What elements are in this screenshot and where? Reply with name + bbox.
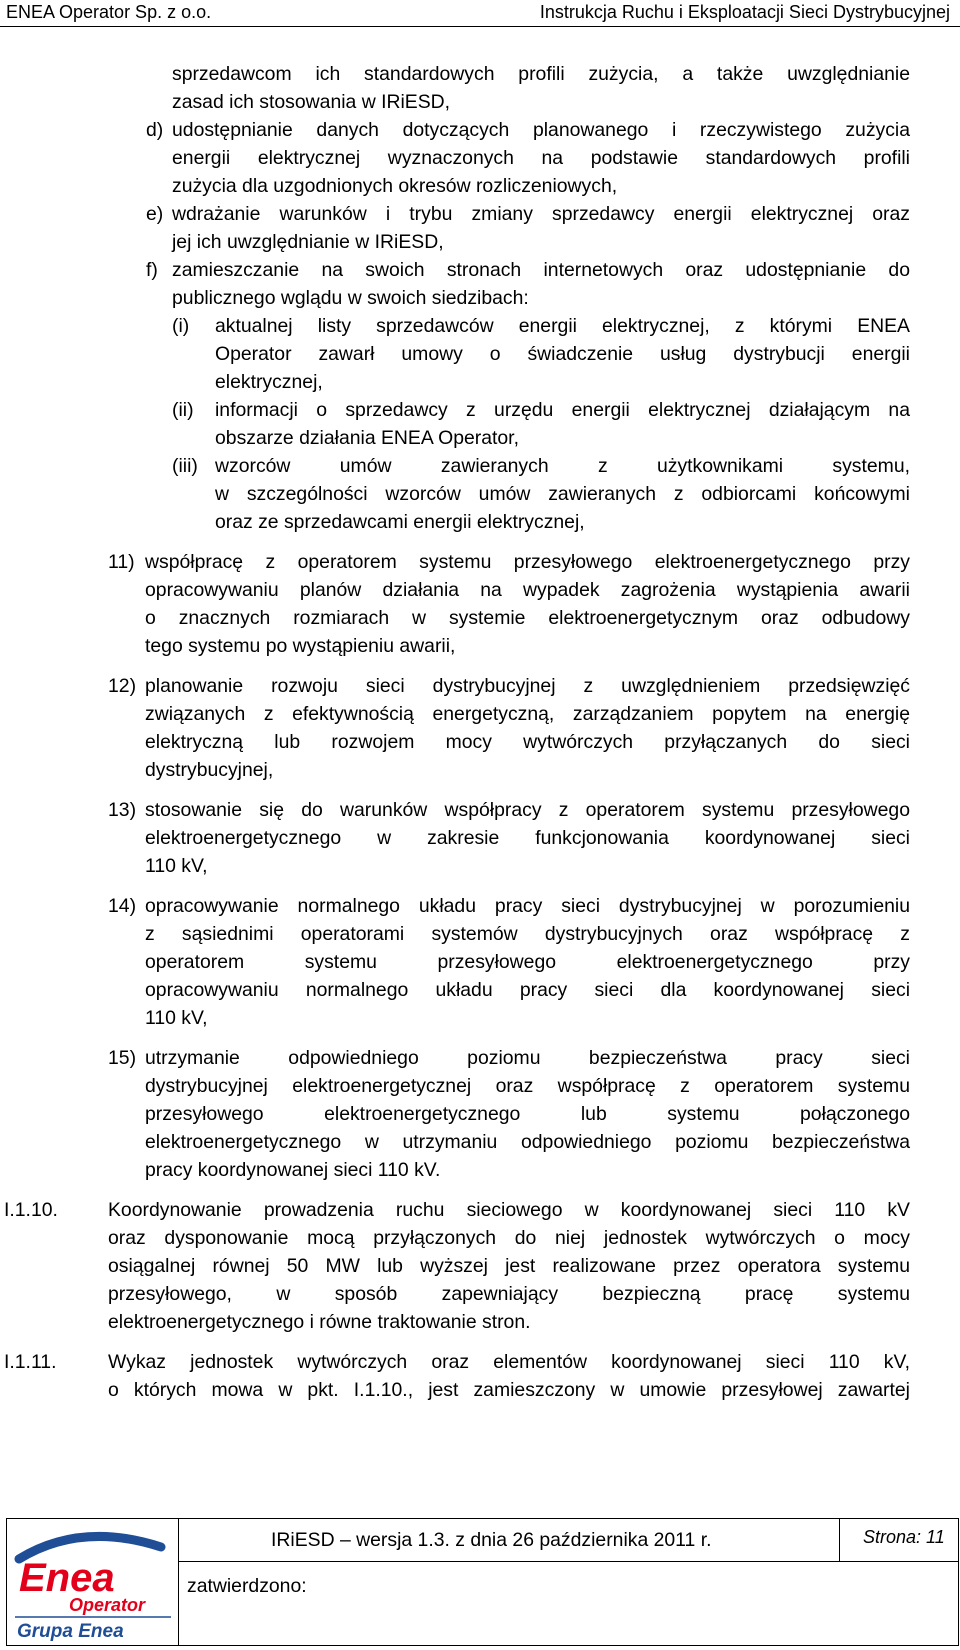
text-line: Operator zawarł umowy o świadczenie usług dystrybucji energii xyxy=(215,343,910,365)
footer-divider xyxy=(839,1561,958,1562)
text-line: zasad ich stosowania w IRiESD, xyxy=(172,91,451,113)
text-line: publicznego wglądu w swoich siedzibach: xyxy=(172,287,529,309)
text-line: obszarze działania ENEA Operator, xyxy=(215,427,519,449)
text-line: przesyłowego, w sposób zapewniający bezpieczną pracę systemu xyxy=(108,1283,910,1305)
text-line: zamieszczanie na swoich stronach internetowych oraz udostępnianie do xyxy=(172,259,910,281)
text-line: 110 kV, xyxy=(145,855,208,877)
header-company: ENEA Operator Sp. z o.o. xyxy=(6,2,212,22)
text-line: zużycia dla uzgodnionych okresów rozliczeniowych, xyxy=(172,175,618,197)
text-line: jej ich uwzględnianie w IRiESD, xyxy=(172,231,444,253)
list-label: (i) xyxy=(172,315,190,337)
section-number: I.1.11. xyxy=(4,1351,57,1373)
text-line: opracowywaniu normalnego układu pracy sieci dla koordynowanej sieci xyxy=(145,979,910,1001)
list-label: 15) xyxy=(108,1047,137,1069)
text-line: opracowywaniu planów działania na wypadek zagrożenia wystąpienia awarii xyxy=(145,579,910,601)
list-label: 12) xyxy=(108,675,137,697)
footer-divider xyxy=(178,1519,179,1645)
text-line: Wykaz jednostek wytwórczych oraz elementów koordynowanej sieci 110 kV, xyxy=(108,1351,910,1373)
text-line: elektroenergetycznego w zakresie funkcjonowania koordynowanej sieci xyxy=(145,827,910,849)
text-line: Koordynowanie prowadzenia ruchu sieciowego w koordynowanej sieci 110 kV xyxy=(108,1199,910,1221)
text-line: udostępnianie danych dotyczących planowanego i rzeczywistego zużycia xyxy=(172,119,910,141)
list-label: (ii) xyxy=(172,399,194,421)
footer-approved: zatwierdzono: xyxy=(187,1575,307,1597)
text-line: sprzedawcom ich standardowych profili zużycia, a także uwzględnianie xyxy=(172,63,910,85)
logo-group: Grupa Enea xyxy=(17,1621,124,1641)
page-header xyxy=(0,0,960,27)
text-line: oraz ze sprzedawcami energii elektrycznej, xyxy=(215,511,585,533)
footer-version: IRiESD – wersja 1.3. z dnia 26 października 2011 r. xyxy=(271,1529,712,1551)
text-line: wdrażanie warunków i trybu zmiany sprzedawcy energii elektrycznej oraz xyxy=(172,203,910,225)
list-label: 11) xyxy=(108,551,135,573)
text-line: o których mowa w pkt. I.1.10., jest zamieszczony w umowie przesyłowej zawartej xyxy=(108,1379,910,1401)
list-label: e) xyxy=(146,203,164,225)
logo-sub: Operator xyxy=(69,1595,146,1615)
list-label: 13) xyxy=(108,799,137,821)
header-doc-title: Instrukcja Ruchu i Eksploatacji Sieci Dystrybucyjnej xyxy=(539,2,950,22)
footer-divider xyxy=(839,1519,840,1561)
text-line: 110 kV, xyxy=(145,1007,208,1029)
footer-divider xyxy=(178,1561,839,1562)
text-line: stosowanie się do warunków współpracy z operatorem systemu przesyłowego xyxy=(145,799,910,821)
text-line: operatorem systemu przesyłowego elektroenergetycznego przy xyxy=(145,951,910,973)
text-line: pracy koordynowanej sieci 110 kV. xyxy=(145,1159,441,1181)
text-line: elektrycznej, xyxy=(215,371,323,393)
text-line: osiągalnej równej 50 MW lub wyższej jest realizowane przez operatora systemu xyxy=(108,1255,910,1277)
list-label: (iii) xyxy=(172,455,198,477)
list-label: 14) xyxy=(108,895,137,917)
text-line: elektryczną lub rozwojem mocy wytwórczych przyłączanych do sieci xyxy=(145,731,910,753)
text-line: związanych z efektywnością energetyczną, zarządzaniem popytem na energię xyxy=(145,703,910,725)
text-line: aktualnej listy sprzedawców energii elektrycznej, z którymi ENEA xyxy=(215,315,910,337)
logo-name: Enea xyxy=(19,1556,115,1600)
text-line: planowanie rozwoju sieci dystrybucyjnej z uwzględnieniem przedsięwzięć xyxy=(145,675,910,697)
text-line: oraz dysponowanie mocą przyłączonych do niej jednostek wytwórczych o mocy xyxy=(108,1227,910,1249)
text-line: elektroenergetycznego w utrzymaniu odpowiedniego poziomu bezpieczeństwa xyxy=(145,1131,910,1153)
page-number: Strona: 11 xyxy=(863,1527,945,1547)
page-footer xyxy=(6,1518,959,1646)
text-line: z sąsiednimi operatorami systemów dystrybucyjnych oraz współpracę z xyxy=(145,923,910,945)
text-line: tego systemu po wystąpieniu awarii, xyxy=(145,635,456,657)
list-label: d) xyxy=(146,119,164,141)
text-line: dystrybucyjnej, xyxy=(145,759,274,781)
text-line: w szczególności wzorców umów zawieranych z odbiorcami końcowymi xyxy=(215,483,910,505)
text-line: informacji o sprzedawcy z urzędu energii elektrycznej działającym na xyxy=(215,399,910,421)
text-line: elektroenergetycznego i równe traktowanie stron. xyxy=(108,1311,531,1333)
text-line: współpracę z operatorem systemu przesyłowego elektroenergetycznego przy xyxy=(145,551,910,573)
enea-operator-logo xyxy=(11,1529,176,1641)
section-number: I.1.10. xyxy=(4,1199,58,1221)
text-line: energii elektrycznej wyznaczonych na podstawie standardowych profili xyxy=(172,147,910,169)
text-line: wzorców umów zawieranych z użytkownikami systemu, xyxy=(215,455,910,477)
text-line: o znacznych rozmiarach w systemie elektroenergetycznym oraz odbudowy xyxy=(145,607,910,629)
text-line: utrzymanie odpowiedniego poziomu bezpieczeństwa pracy sieci xyxy=(145,1047,910,1069)
text-line: opracowywanie normalnego układu pracy sieci dystrybucyjnej w porozumieniu xyxy=(145,895,910,917)
list-label: f) xyxy=(146,259,158,281)
text-line: dystrybucyjnej elektroenergetycznej oraz współpracę z operatorem systemu xyxy=(145,1075,910,1097)
text-line: przesyłowego elektroenergetycznego lub systemu połączonego xyxy=(145,1103,910,1125)
